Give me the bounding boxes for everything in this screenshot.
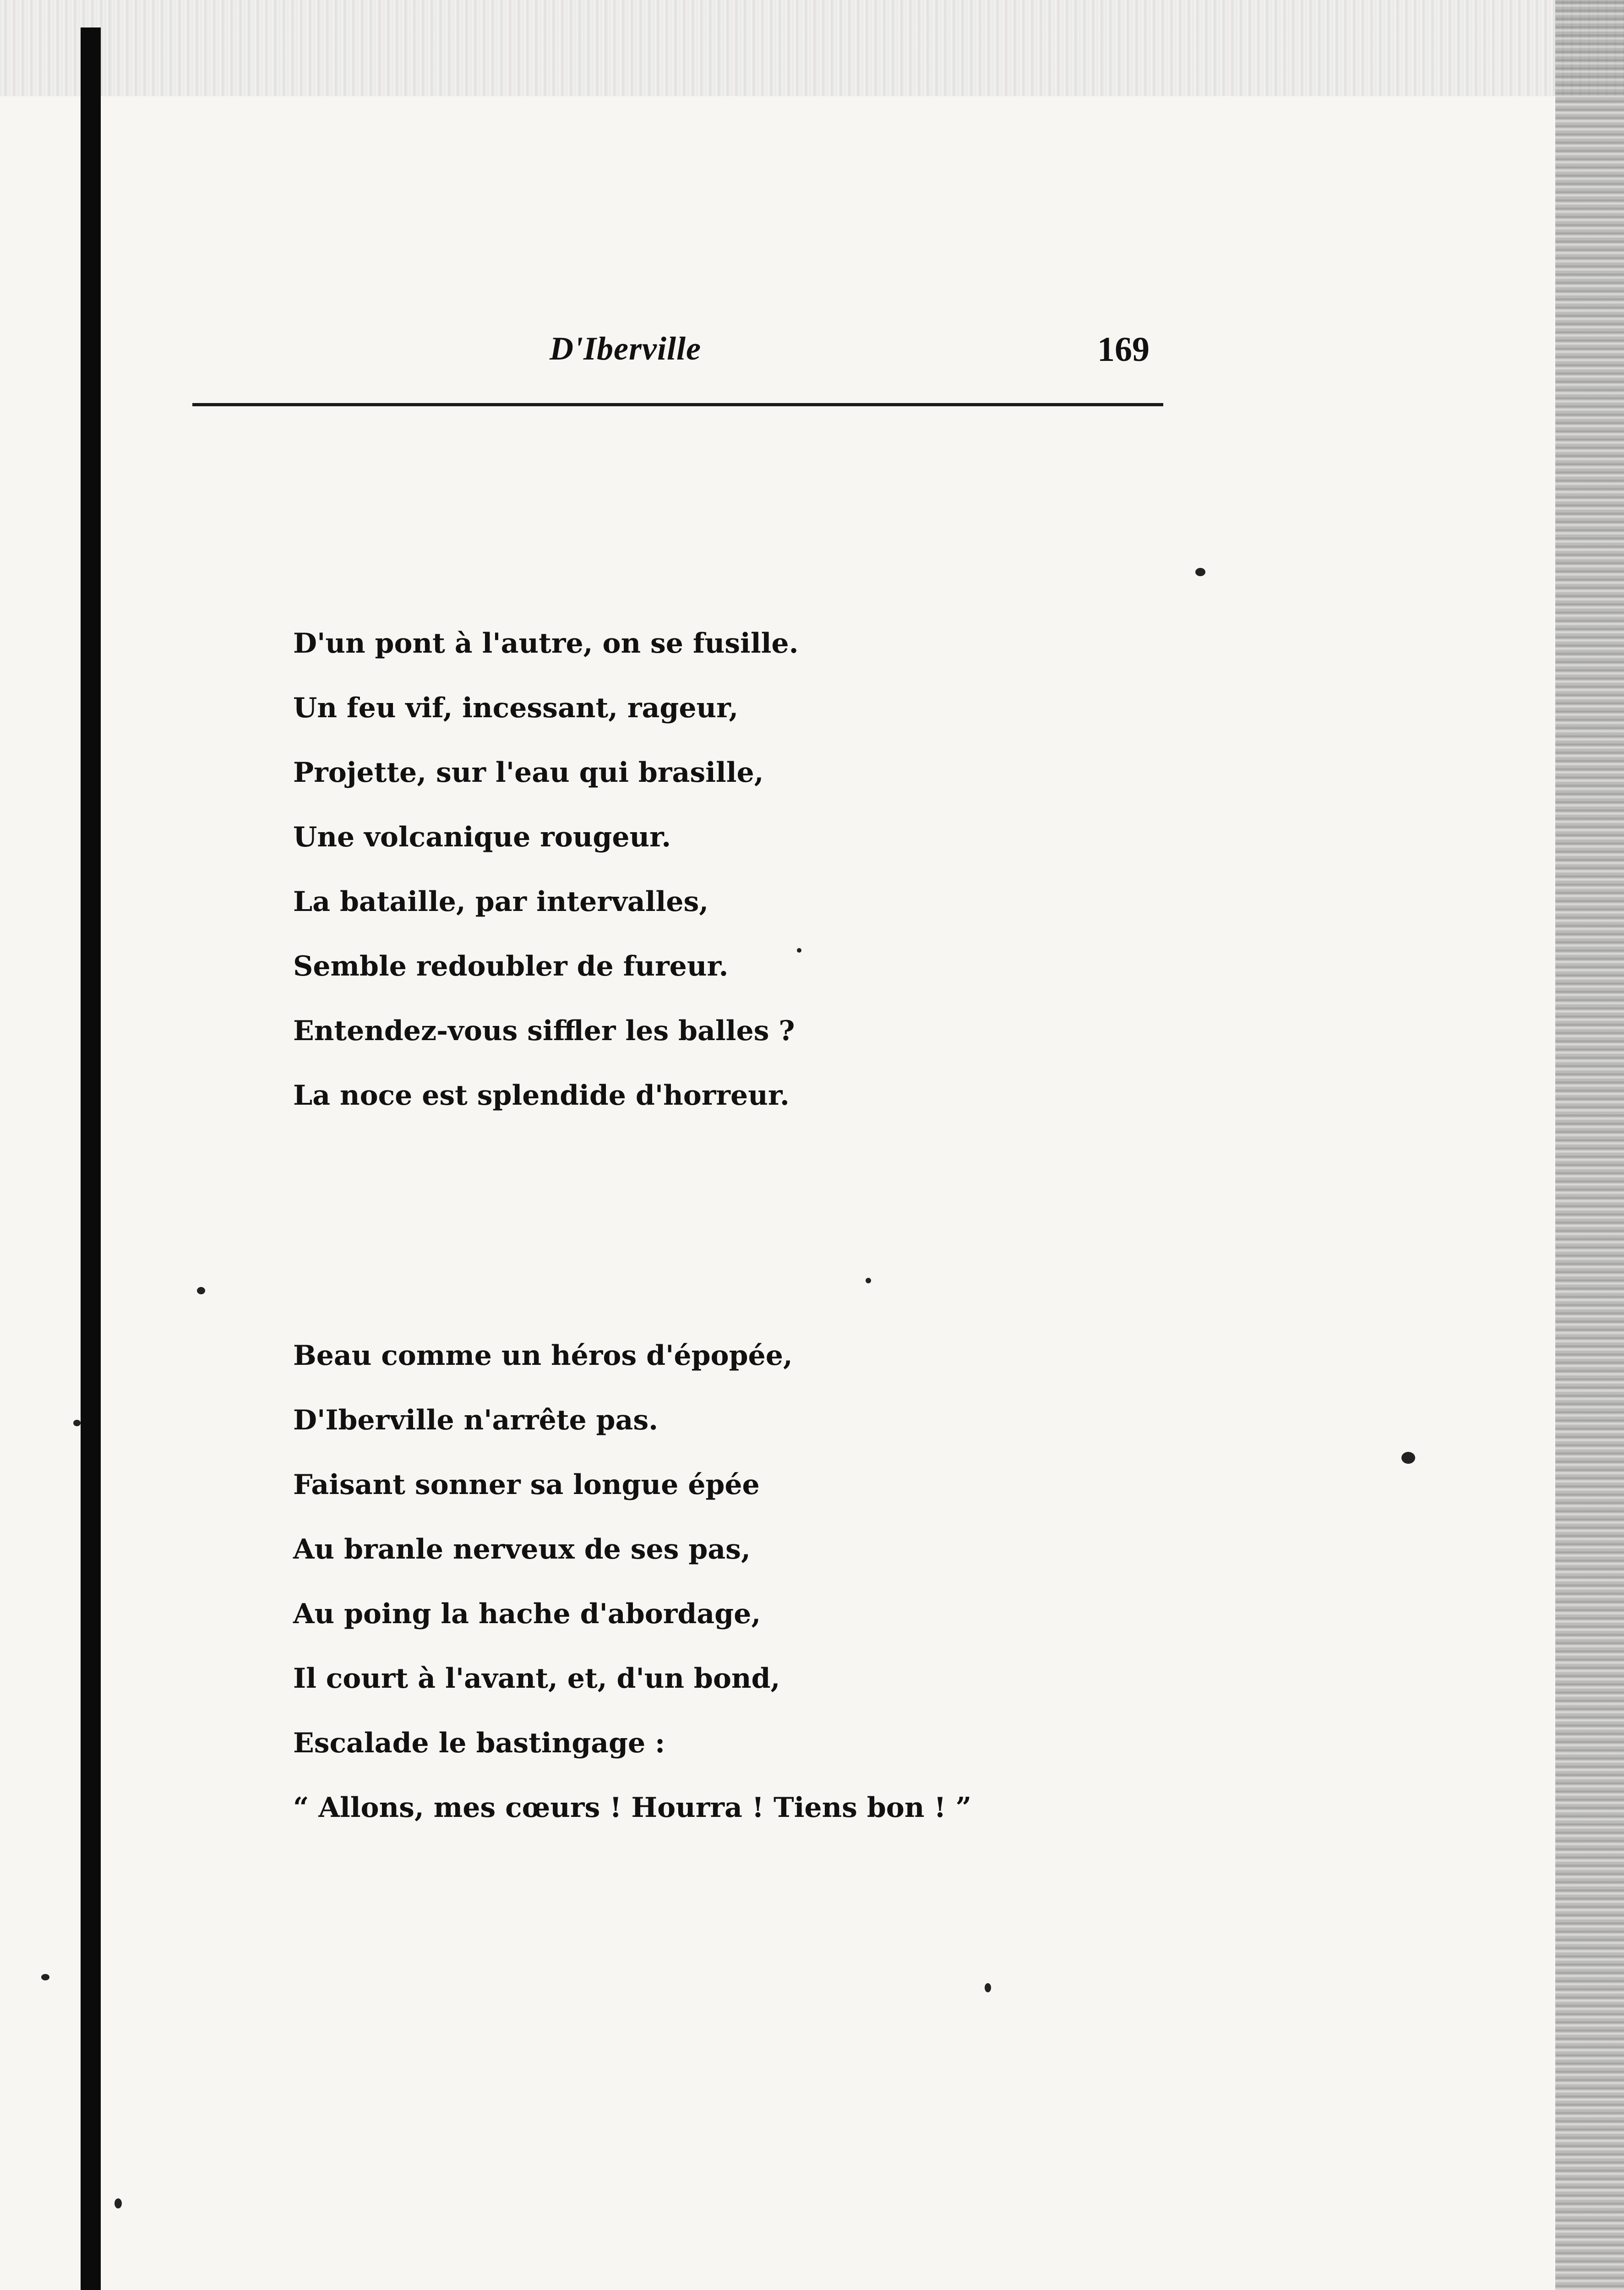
verse-line: Au branle nerveux de ses pas, <box>293 1533 751 1565</box>
poem <box>293 611 1072 1840</box>
verse-line: Beau comme un héros d'épopée, <box>293 1340 793 1372</box>
verse-line: Semble redoubler de fureur. <box>293 950 729 982</box>
scan-speck <box>1195 568 1205 576</box>
binding-shadow-bar <box>81 27 101 2290</box>
verse-line: Faisant sonner sa longue épée <box>293 1469 760 1501</box>
scan-speck <box>41 1974 49 1980</box>
scan-speck <box>985 1983 991 1992</box>
verse-line: Une volcanique rougeur. <box>293 821 671 853</box>
verse-line: La noce est splendide d'horreur. <box>293 1080 790 1112</box>
scan-edge-right <box>1555 0 1624 2290</box>
stanza-1 <box>293 611 1072 1128</box>
verse-line: Au poing la hache d'abordage, <box>293 1598 761 1630</box>
verse-line: Entendez-vous siffler les balles ? <box>293 1015 795 1047</box>
verse-line: “ Allons, mes cœurs ! Hourra ! Tiens bon ! ” <box>293 1792 972 1824</box>
verse-line: D'un pont à l'autre, on se fusille. <box>293 627 799 660</box>
running-head-title: D'Iberville <box>550 330 701 367</box>
scan-speck <box>114 2198 122 2208</box>
running-head <box>192 330 1163 385</box>
scan-speck <box>73 1420 81 1426</box>
page-number: 169 <box>1097 330 1150 369</box>
verse-line: D'Iberville n'arrête pas. <box>293 1404 659 1436</box>
scan-speck <box>1401 1452 1415 1464</box>
verse-line: Il court à l'avant, et, d'un bond, <box>293 1663 780 1695</box>
verse-line: Un feu vif, incessant, rageur, <box>293 692 739 724</box>
verse-line: Escalade le bastingage : <box>293 1727 665 1759</box>
verse-line: Projette, sur l'eau qui brasille, <box>293 757 764 789</box>
scan-speck <box>197 1287 205 1294</box>
scan-noise-top <box>0 0 1624 96</box>
verse-line: La bataille, par intervalles, <box>293 886 709 918</box>
stanza-2 <box>293 1324 1072 1840</box>
header-rule <box>192 403 1163 406</box>
